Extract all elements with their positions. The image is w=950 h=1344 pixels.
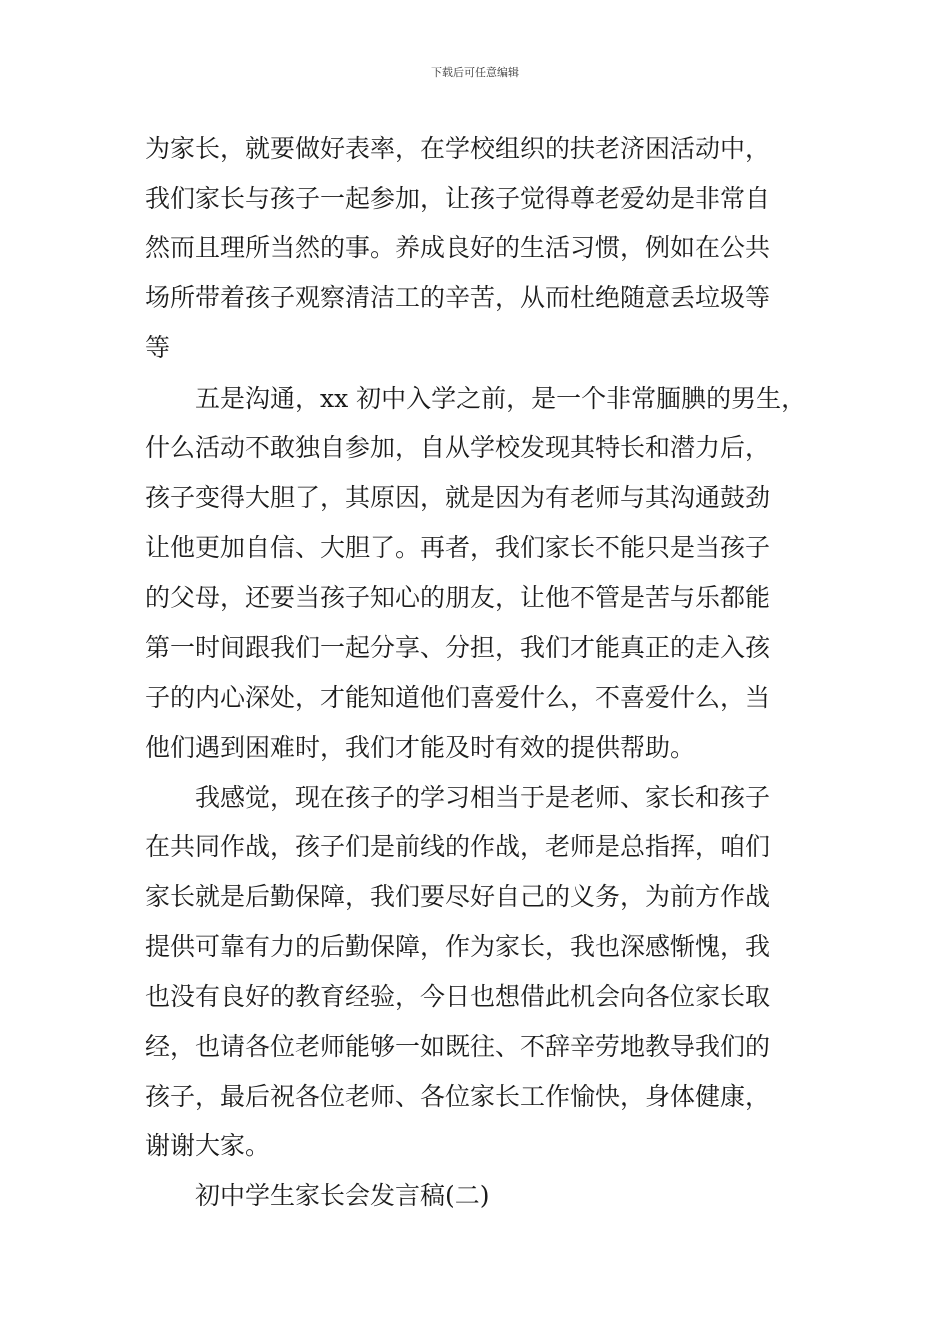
text-line: 在共同作战，孩子们是前线的作战，老师是总指挥，咱们 bbox=[145, 832, 771, 861]
text-line: 然而且理所当然的事。养成良好的生活习惯，例如在公共 bbox=[145, 233, 771, 262]
text-line: 让他更加自信、大胆了。再者，我们家长不能只是当孩子 bbox=[145, 533, 771, 562]
paragraph-first-line: 我感觉，现在孩子的学习相当于是老师、家长和孩子 bbox=[195, 783, 771, 812]
text-line: 孩子，最后祝各位老师、各位家长工作愉快，身体健康， bbox=[145, 1082, 771, 1111]
paragraph-first-line: 五是沟通，xx 初中入学之前，是一个非常腼腆的男生， bbox=[195, 384, 807, 413]
text-line: 他们遇到困难时，我们才能及时有效的提供帮助。 bbox=[145, 733, 696, 762]
text-line: 我们家长与孩子一起参加，让孩子觉得尊老爱幼是非常自 bbox=[145, 184, 771, 213]
header-note: 下载后可任意编辑 bbox=[431, 66, 519, 79]
text-line: 的父母，还要当孩子知心的朋友，让他不管是苦与乐都能 bbox=[145, 583, 771, 612]
text-line: 场所带着孩子观察清洁工的辛苦，从而杜绝随意丢垃圾等 bbox=[145, 283, 771, 312]
text-line: 为家长，就要做好表率，在学校组织的扶老济困活动中， bbox=[145, 134, 771, 163]
text-line: 等 bbox=[145, 333, 171, 362]
text-line: 第一时间跟我们一起分享、分担，我们才能真正的走入孩 bbox=[145, 633, 771, 662]
text-line: 子的内心深处，才能知道他们喜爱什么，不喜爱什么，当 bbox=[145, 683, 771, 712]
text-line: 孩子变得大胆了，其原因，就是因为有老师与其沟通鼓劲 bbox=[145, 483, 771, 512]
text-line: 提供可靠有力的后勤保障，作为家长，我也深感惭愧，我 bbox=[145, 932, 771, 961]
text-line: 也没有良好的教育经验，今日也想借此机会向各位家长取 bbox=[145, 982, 771, 1011]
section-title: 初中学生家长会发言稿(二) bbox=[195, 1181, 490, 1210]
text-line: 家长就是后勤保障，我们要尽好自己的义务，为前方作战 bbox=[145, 882, 771, 911]
text-line: 什么活动不敢独自参加，自从学校发现其特长和潜力后， bbox=[145, 433, 771, 462]
text-line: 经，也请各位老师能够一如既往、不辞辛劳地教导我们的 bbox=[145, 1032, 771, 1061]
text-line: 谢谢大家。 bbox=[145, 1131, 271, 1160]
